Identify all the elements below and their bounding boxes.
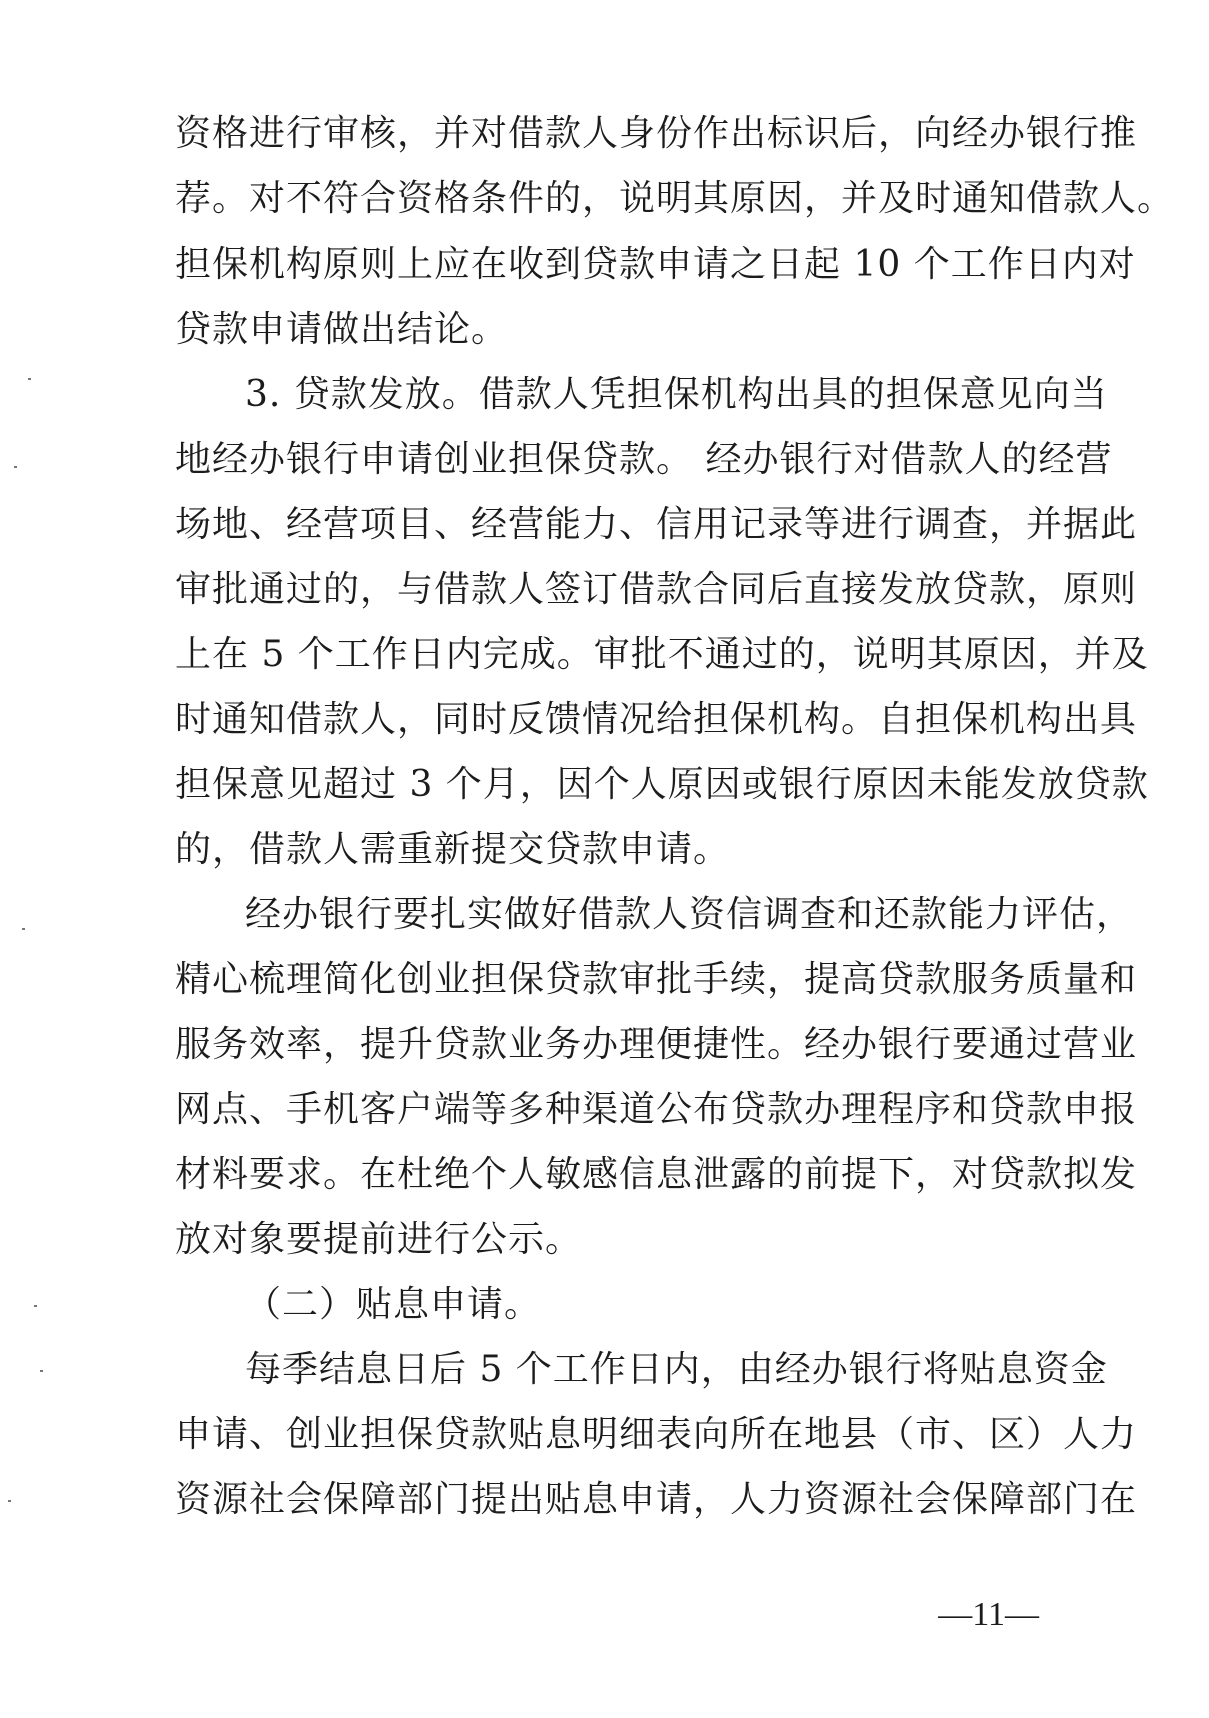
text-line: 担保机构原则上应在收到贷款申请之日起 10 个工作日内对 <box>175 244 1136 285</box>
text-line: 网点、手机客户端等多种渠道公布贷款办理程序和贷款申报 <box>175 1089 1138 1130</box>
section-heading: （二）贴息申请。 <box>245 1284 542 1325</box>
paragraph-start-line: 每季结息日后 5 个工作日内，由经办银行将贴息资金 <box>245 1349 1108 1390</box>
text-line: 审批通过的，与借款人签订借款合同后直接发放贷款，原则 <box>175 569 1138 610</box>
text-line: 材料要求。在杜绝个人敏感信息泄露的前提下，对贷款拟发 <box>175 1154 1138 1195</box>
text-line: 服务效率，提升贷款业务办理便捷性。经办银行要通过营业 <box>175 1024 1138 1065</box>
text-line: 的，借款人需重新提交贷款申请。 <box>175 829 731 870</box>
scan-speck <box>14 466 17 468</box>
text-line: 荐。对不符合资格条件的，说明其原因，并及时通知借款人。 <box>175 178 1175 219</box>
scan-speck <box>28 378 31 380</box>
scan-speck <box>34 1305 37 1307</box>
text-line: 上在 5 个工作日内完成。审批不通过的，说明其原因，并及 <box>175 634 1149 675</box>
scan-speck <box>8 1500 11 1502</box>
page-number: —11— <box>938 1596 1039 1633</box>
text-line: 贷款申请做出结论。 <box>175 309 509 350</box>
text-line: 担保意见超过 3 个月，因个人原因或银行原因未能发放贷款 <box>175 764 1149 805</box>
text-line: 场地、经营项目、经营能力、信用记录等进行调查，并据此 <box>175 504 1138 545</box>
scan-speck <box>22 928 25 930</box>
scan-speck <box>40 1370 43 1372</box>
text-line: 时通知借款人，同时反馈情况给担保机构。自担保机构出具 <box>175 699 1138 740</box>
text-line: 精心梳理简化创业担保贷款审批手续，提高贷款服务质量和 <box>175 959 1138 1000</box>
paragraph-start-line: 3. 贷款发放。借款人凭担保机构出具的担保意见向当 <box>245 374 1108 415</box>
text-line: 资源社会保障部门提出贴息申请，人力资源社会保障部门在 <box>175 1479 1138 1520</box>
text-line: 资格进行审核，并对借款人身份作出标识后，向经办银行推 <box>175 113 1138 154</box>
text-line: 放对象要提前进行公示。 <box>175 1219 583 1260</box>
paragraph-start-line: 经办银行要扎实做好借款人资信调查和还款能力评估， <box>245 894 1134 935</box>
text-line: 地经办银行申请创业担保贷款。 经办银行对借款人的经营 <box>175 439 1113 480</box>
text-line: 申请、创业担保贷款贴息明细表向所在地县（市、区）人力 <box>175 1414 1138 1455</box>
